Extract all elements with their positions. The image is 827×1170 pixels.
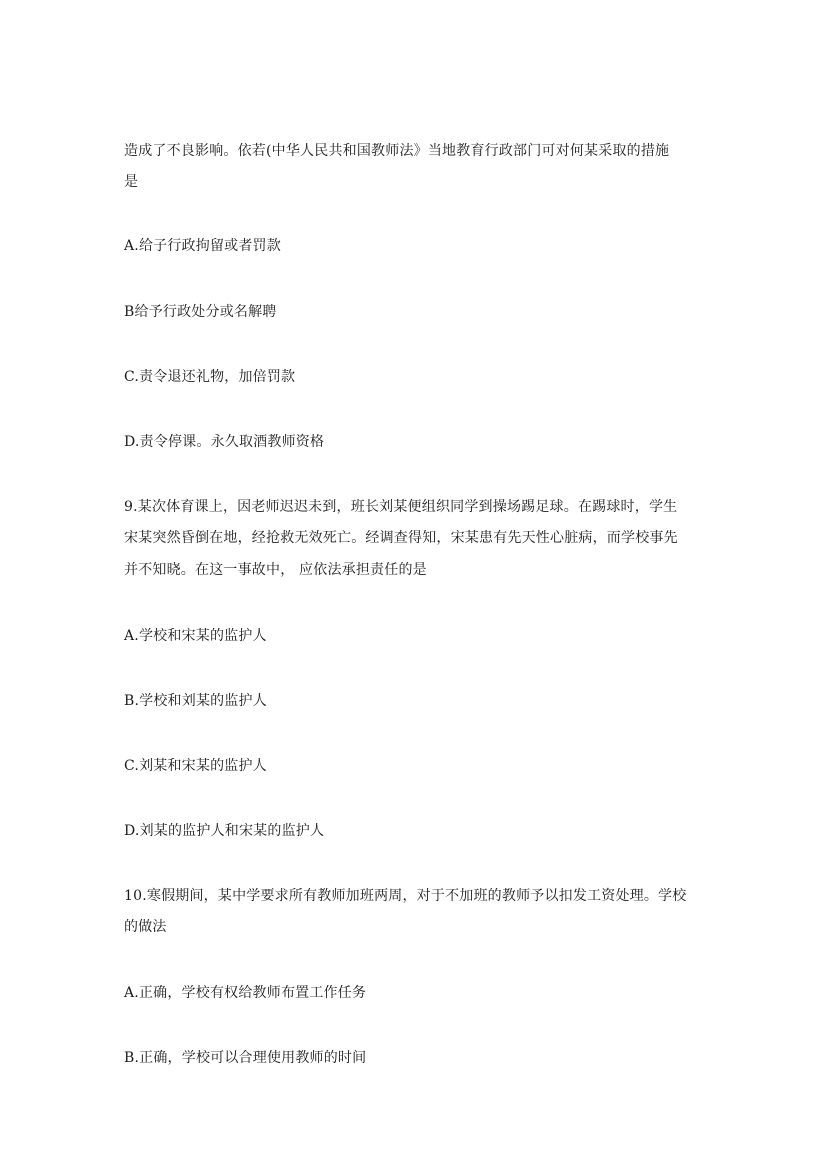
q9-stem-line-1: 9.某次体育课上，因老师迟迟未到，班长刘某便组织同学到操场踢足球。在踢球时，学生 [124, 499, 678, 515]
q9-stem-line-2: 宋某突然昏倒在地，经抢救无效死亡。经调查得知，宋某患有先天性心脏病，而学校事先 [124, 530, 678, 546]
q8-option-d: D.责令停课。永久取酒教师资格 [124, 434, 325, 450]
q10-stem-line-2: 的做法 [124, 919, 167, 935]
q10-option-b: B.正确，学校可以合理使用教师的时间 [124, 1050, 367, 1066]
q8-stem-line-2: 是 [124, 174, 139, 190]
q10-option-a: A.正确，学校有权给教师布置工作任务 [124, 985, 367, 1001]
q8-option-a: A.给子行政拘留或者罚款 [124, 238, 281, 254]
q9-option-b: B.学校和刘某的监护人 [124, 693, 267, 709]
q9-option-d: D.刘某的监护人和宋某的监护人 [124, 823, 325, 839]
q9-stem-line-3: 并不知晓。在这一事故中， 应依法承担责任的是 [124, 562, 427, 578]
q8-stem-line-1: 造成了不良影响。依若(中华人民共和国教师法》当地教育行政部门可对何某采取的措施 [124, 143, 670, 159]
q9-option-a: A.学校和宋某的监护人 [124, 628, 267, 644]
q8-option-b: B给予行政处分或名解聘 [124, 304, 277, 320]
q8-option-c: C.责令退还礼物，加倍罚款 [124, 369, 296, 385]
q10-stem-line-1: 10.寒假期间，某中学要求所有教师加班两周，对于不加班的教师予以扣发工资处理。学校 [124, 888, 687, 904]
q9-option-c: C.刘某和宋某的监护人 [124, 758, 267, 774]
